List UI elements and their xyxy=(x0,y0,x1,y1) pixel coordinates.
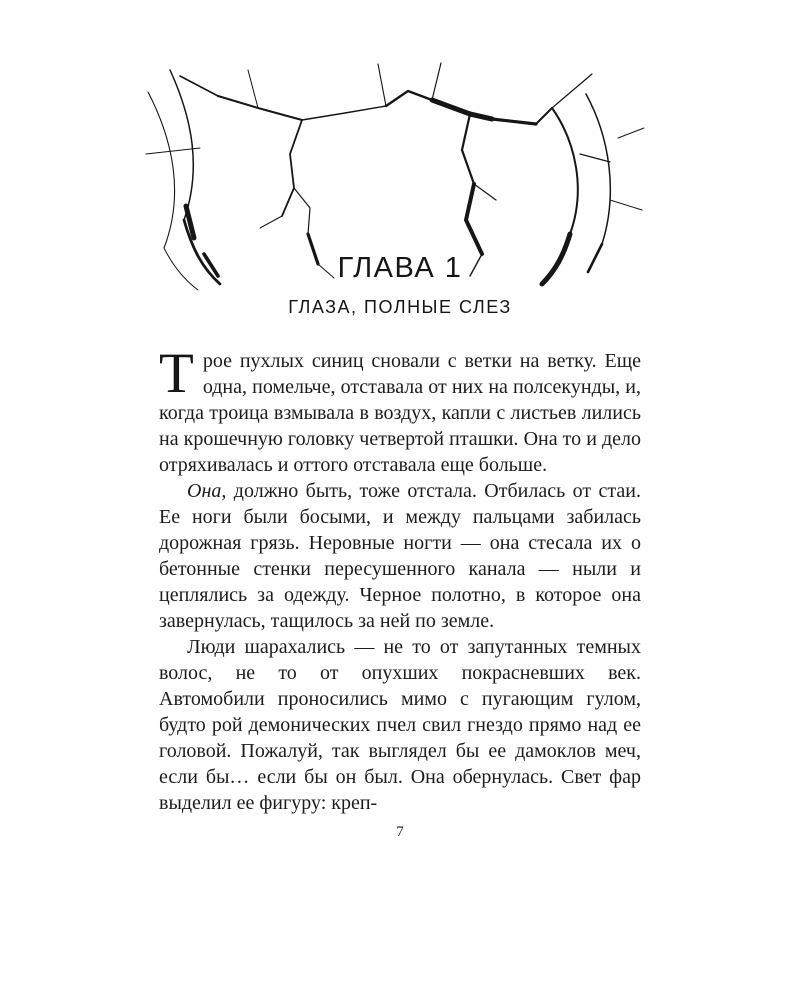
body-text xyxy=(159,342,641,816)
chapter-title: ГЛАВА 1 xyxy=(337,252,463,284)
drop-cap: Т xyxy=(159,342,194,405)
paragraph-1-text: рое пухлых синиц сновали с ветки на ветку. Еще одна, помельче, отставала от них на полсекунды, и, когда троица взмывала в воздух, капли с листьев лились на крошечную головку четвертой пташки. Она то и дело отряхивалась и оттого отставала еще больше. xyxy=(159,350,641,476)
paragraph-3 xyxy=(159,634,641,816)
page-number: 7 xyxy=(396,824,404,840)
paragraph-2-text: , должно быть, тоже отстала. Отбилась от стаи. Ее ноги были босыми, и между пальцами забилась дорожная грязь. Неровные ногти — она стесала их о бетонные стенки пересушенного канала — ныли и цеплялись за одежду. Черное полотно, в которое она завернулась, тащилось за ней по земле. xyxy=(159,480,641,632)
paragraph-1 xyxy=(159,342,641,478)
paragraph-2 xyxy=(159,478,641,634)
paragraph-3-text: Люди шарахались — не то от запутанных темных волос, не то от опухших покрасневших век. Автомобили проносились мимо с пугающим гулом, будто рой демонических пчел свил гнездо прямо над ее головой. Пожалуй, так выглядел бы ее дамоклов меч, если бы… если бы он был. Она обернулась. Свет фар выделил ее фигуру: креп- xyxy=(159,636,641,814)
paragraph-2-italic-lead: Она xyxy=(187,480,222,502)
chapter-subtitle: ГЛАЗА, ПОЛНЫЕ СЛЕЗ xyxy=(288,297,512,317)
